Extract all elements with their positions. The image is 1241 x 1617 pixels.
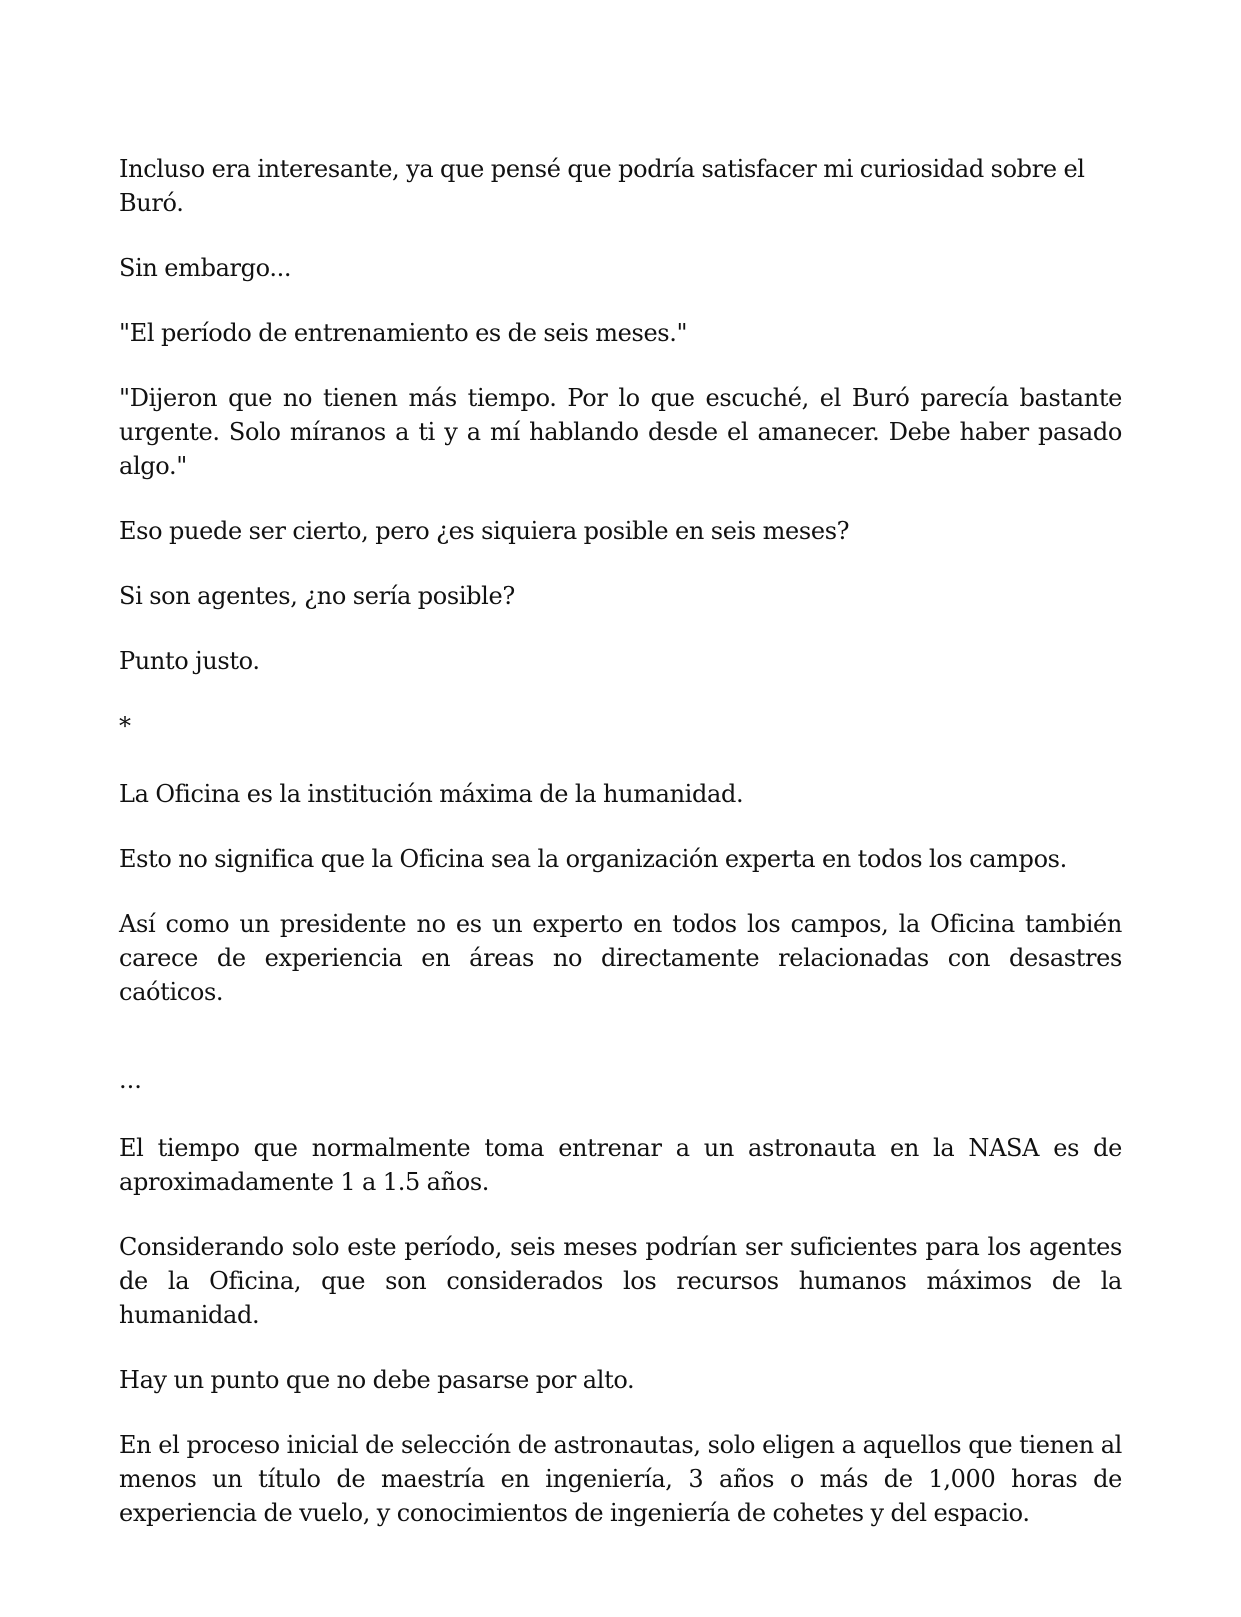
paragraph-9: Esto no significa que la Oficina sea la organización experta en todos los campos. xyxy=(119,845,1067,873)
paragraph-12: Considerando solo este período, seis meses podrían ser suficientes para los agentes de la Oficina, que son considerados los recursos humanos máximos de la humanidad. xyxy=(119,1233,1122,1329)
paragraph-7: Punto justo. xyxy=(119,647,260,675)
document-page xyxy=(119,152,1122,1561)
paragraph-6: Si son agentes, ¿no sería posible? xyxy=(119,582,515,610)
scene-break-ellipsis: ... xyxy=(119,1066,142,1094)
paragraph-3: "El período de entrenamiento es de seis meses." xyxy=(119,319,688,347)
paragraph-4: "Dijeron que no tienen más tiempo. Por lo que escuché, el Buró parecía bastante urgente. Solo míranos a ti y a mí hablando desde el amanecer. Debe haber pasado algo." xyxy=(119,384,1122,480)
paragraph-1: Incluso era interesante, ya que pensé que podría satisfacer mi curiosidad sobre el Buró. xyxy=(119,155,1085,217)
scene-break-asterisk: * xyxy=(119,712,131,740)
paragraph-5: Eso puede ser cierto, pero ¿es siquiera posible en seis meses? xyxy=(119,517,850,545)
paragraph-11: El tiempo que normalmente toma entrenar a un astronauta en la NASA es de aproximadamente 1 a 1.5 años. xyxy=(119,1134,1122,1196)
paragraph-8: La Oficina es la institución máxima de la humanidad. xyxy=(119,780,744,808)
paragraph-10: Así como un presidente no es un experto en todos los campos, la Oficina también carece de experiencia en áreas no directamente relacionadas con desastres caóticos. xyxy=(119,910,1122,1006)
paragraph-14: En el proceso inicial de selección de astronautas, solo eligen a aquellos que tienen al menos un título de maestría en ingeniería, 3 años o más de 1,000 horas de experiencia de vuelo, y conocimientos de ingeniería de cohetes y del espacio. xyxy=(119,1431,1122,1527)
paragraph-2: Sin embargo... xyxy=(119,254,292,282)
paragraph-13: Hay un punto que no debe pasarse por alto. xyxy=(119,1366,635,1394)
